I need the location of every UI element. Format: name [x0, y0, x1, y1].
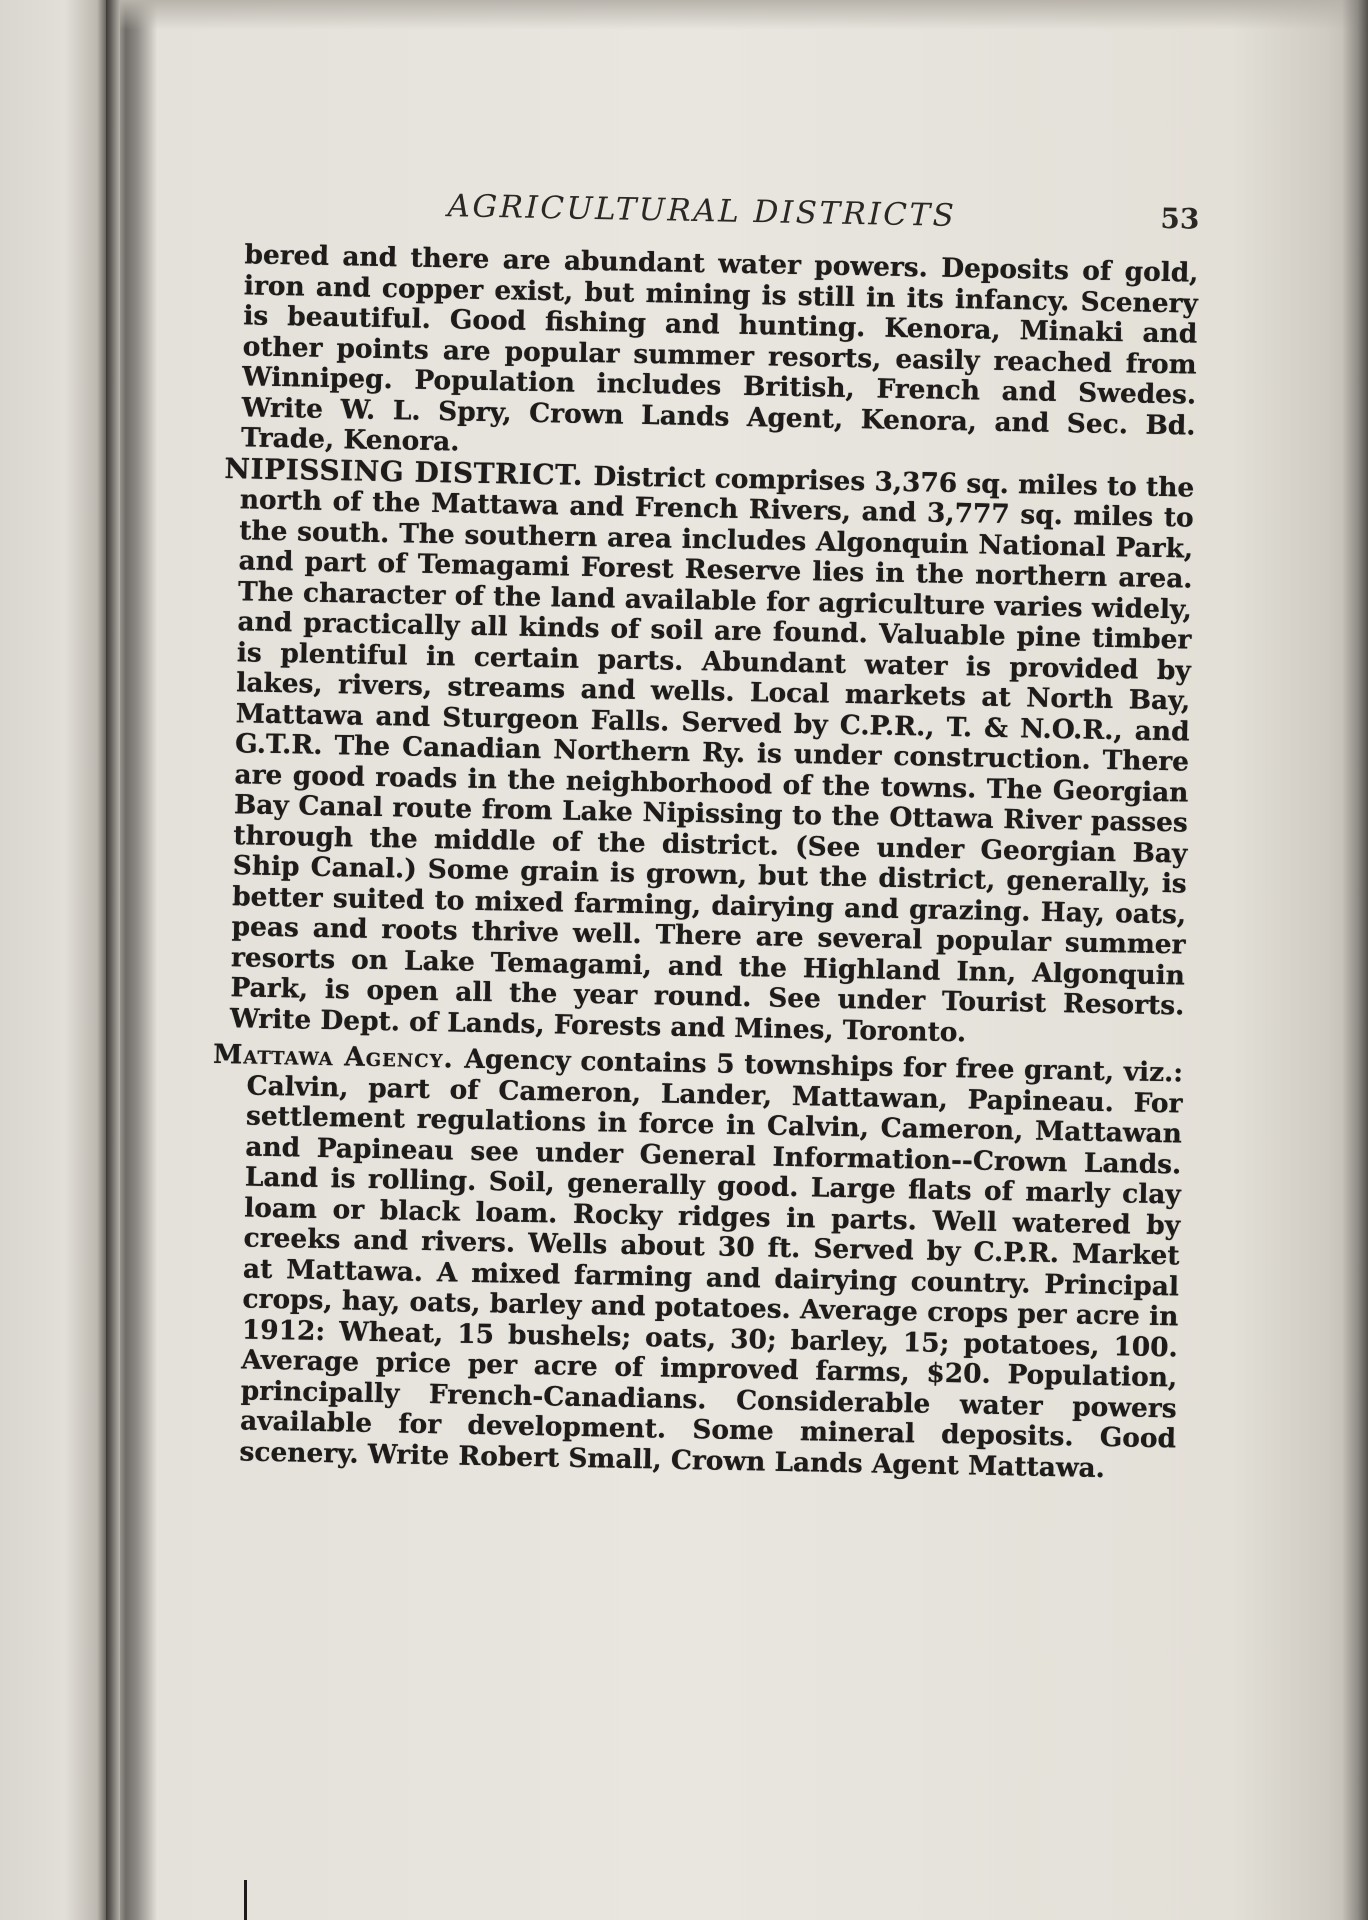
page-number: 53 — [1160, 201, 1200, 236]
paragraph-kenora-continuation — [225, 240, 1199, 472]
paragraph-text: Agency contains 5 townships for free grant, viz.: Calvin, part of Cameron, Lander, Mattawan, Papineau. For settlement regulations in force in Calvin, Cameron, Mattawan and Papineau see under General Information--Crown Lands. Land is rolling. Soil, generally good. Large flats of marly clay loam or black loam. Rocky ridges in parts. Well watered by creeks and rivers. Wells about 30 ft. Served by C.P.R. Market at Mattawa. A mixed farming and dairying country. Principal crops, hay, oats, barley and potatoes. Average crops per acre in 1912: Wheat, 15 bushels; oats, 30; barley, 15; potatoes, 100. Average price per acre of improved farms, $20. Population, principally French-Canadians. Considerable water powers available for development. Some mineral deposits. Good scenery. Write Robert Small, Crown Lands Agent Mattawa. — [239, 1043, 1184, 1484]
section-heading-nipissing: NIPISSING DISTRICT. — [224, 451, 594, 492]
running-title: AGRICULTURAL DISTRICTS — [447, 188, 957, 234]
right-page-shadow — [1342, 0, 1368, 1920]
book-gutter — [106, 0, 120, 1920]
paragraph-mattawa-agency — [205, 1040, 1183, 1486]
top-page-shadow — [120, 0, 1368, 30]
paragraph-text: District comprises 3,376 sq. miles to the north of the Mattawa and French Rivers, and 3,777 sq. miles to the south. The southern area includes Algonquin National Park, and part of Temagami Forest Reserve lies in the northern area. The character of the land available for agriculture varies widely, and practically all kinds of soil are found. Valuable pine timber is plentiful in certain parts. Abundant water is provided by lakes, rivers, streams and wells. Local markets at North Bay, Mattawa and Sturgeon Falls. Served by C.P.R., T. & N.O.R., and G.T.R. The Canadian Northern Ry. is under construction. There are good roads in the neighborhood of the towns. The Georgian Bay Canal route from Lake Nipissing to the Ottawa River passes through the middle of the district. (See under Georgian Bay Ship Canal.) Some grain is grown, but the district, generally, is better suited to mixed farming, dairying and grazing. Hay, oats, peas and roots thrive well. There are several popular summer resorts on Lake Temagami, and the Highland Inn, Algonquin Park, is open all the year round. See under Tourist Resorts. Write Dept. of Lands, Forests and Mines, Toronto. — [229, 460, 1195, 1048]
book-page — [205, 180, 1200, 1485]
paragraph-nipissing-district — [214, 453, 1195, 1052]
paragraph-text: bered and there are abundant water powers. Deposits of gold, iron and copper exist, but mining is still in its infancy. Scenery is beautiful. Good fishing and hunting. Kenora, Minaki and other points are popular summer resorts, easily reached from Winnipeg. Population includes British, French and Swedes. Write W. L. Spry, Crown Lands Agent, Kenora, and Sec. Bd. Trade, Kenora. — [240, 239, 1199, 458]
body-text — [205, 240, 1198, 1485]
bottom-scan-mark — [244, 1880, 247, 1920]
section-heading-mattawa: Mattawa Agency. — [212, 1038, 465, 1075]
left-page-edge — [0, 0, 108, 1920]
